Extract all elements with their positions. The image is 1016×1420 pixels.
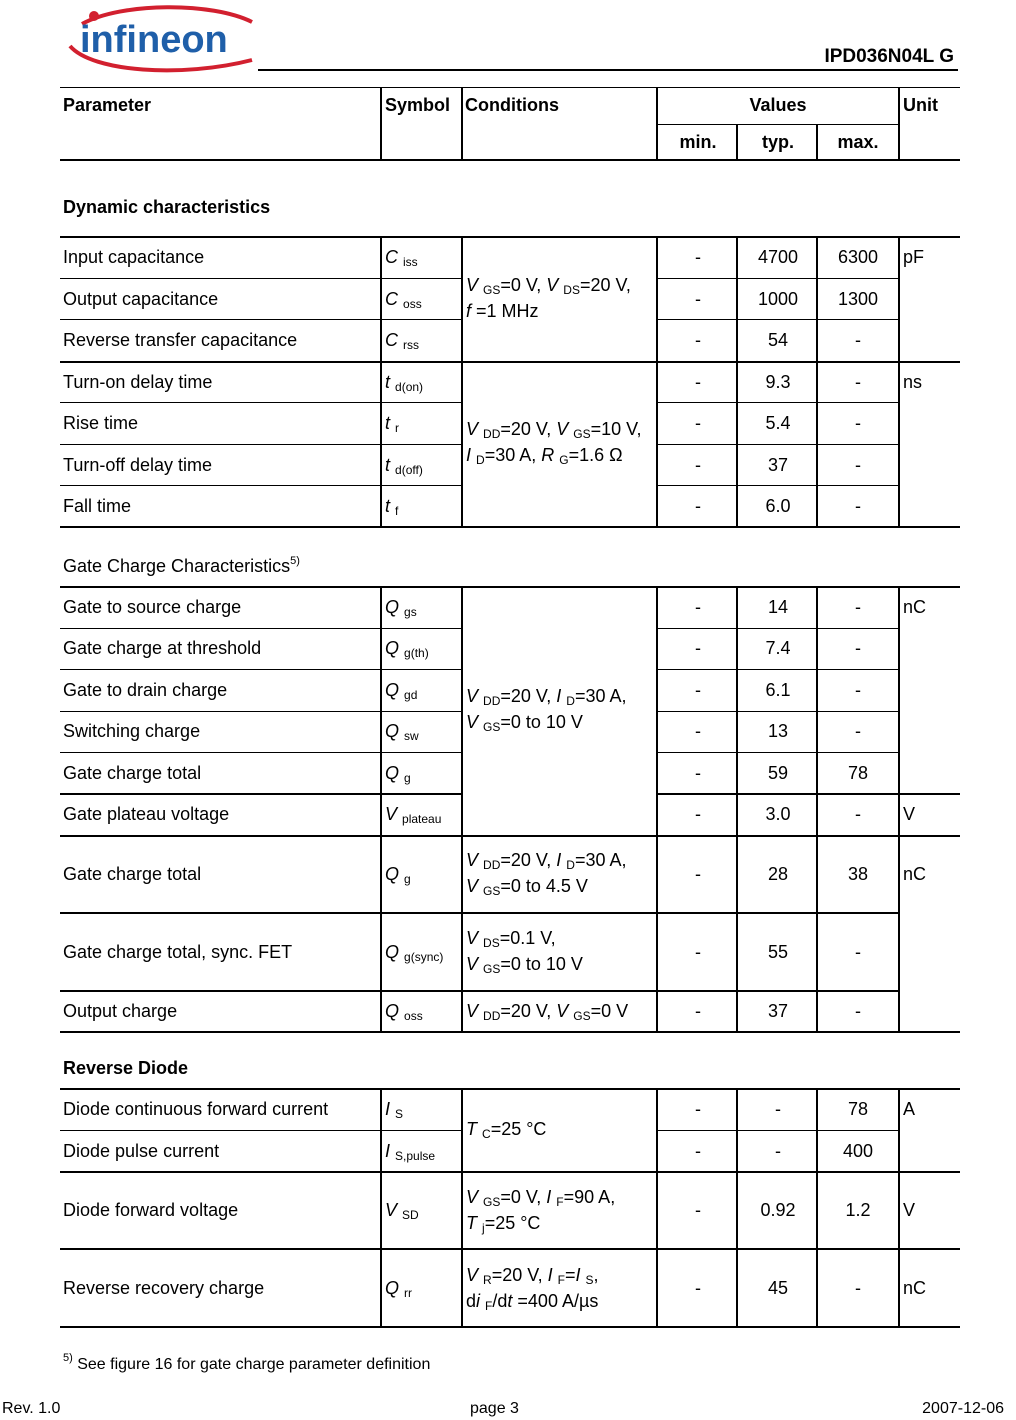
row-typ-value: 55 [767, 942, 789, 962]
section-gate-charge: Gate Charge Characteristics$^{5)}$ [63, 555, 300, 576]
row-parameter: Diode pulse current [63, 1141, 220, 1161]
row-symbol-letter: Q [385, 721, 400, 741]
row-symbol-subscript: gs [404, 605, 417, 619]
row-symbol [385, 372, 423, 392]
footer-page: page 3 [470, 1400, 519, 1417]
row-symbol [385, 763, 411, 783]
row-unit: nC [903, 597, 927, 617]
row-symbol-subscript: d(off) [395, 463, 423, 477]
cond-qrr-line1: V $_R$=20 V, I $_F$=I $_S$, [466, 1265, 599, 1287]
col-unit-header: Unit [903, 95, 938, 115]
row-parameter: Gate charge total [63, 864, 202, 884]
footnote: $^{5)}$ See figure 16 for gate charge parameter definition [63, 1352, 431, 1373]
row-max-value: 38 [847, 864, 869, 884]
row-symbol-letter: Q [385, 763, 400, 783]
row-unit: ns [903, 372, 923, 392]
cond-qsync-line2: V $_{GS}$=0 to 10 V [466, 954, 583, 976]
row-symbol-subscript: d(on) [395, 380, 424, 394]
row-symbol [385, 1278, 412, 1298]
row-min-value: - [695, 1001, 701, 1021]
row-symbol-letter: Q [385, 638, 400, 658]
row-symbol [385, 455, 423, 475]
section-reverse-diode: Reverse Diode [63, 1058, 189, 1078]
row-symbol-letter: Q [385, 864, 400, 884]
row-min-value: - [695, 721, 701, 741]
row-parameter: Gate to drain charge [63, 680, 228, 700]
row-min-value: - [695, 1141, 701, 1161]
row-min-value: - [695, 638, 701, 658]
row-parameter: Gate plateau voltage [63, 804, 230, 824]
row-symbol-subscript: g(sync) [404, 950, 444, 964]
row-parameter: Turn-off delay time [63, 455, 213, 475]
row-parameter: Diode continuous forward current [63, 1099, 329, 1119]
row-symbol-letter: t [385, 455, 391, 475]
row-typ-value: 6.0 [765, 496, 791, 516]
row-symbol-subscript: plateau [402, 812, 442, 826]
row-symbol-subscript: S,pulse [395, 1149, 436, 1163]
row-symbol-letter: t [385, 413, 391, 433]
row-unit: pF [903, 247, 925, 267]
row-max-value: - [855, 413, 861, 433]
row-symbol-letter: C [385, 289, 398, 309]
infineon-logo [62, 2, 258, 76]
col-values-header: Values [749, 95, 807, 115]
footer-revision: Rev. 1.0 [2, 1400, 61, 1417]
row-symbol-letter: Q [385, 942, 400, 962]
part-number: IPD036N04L G [824, 46, 954, 67]
row-symbol-subscript: g(th) [404, 646, 429, 660]
row-symbol [385, 1099, 403, 1119]
cond-qg45-line2: V $_{GS}$=0 to 4.5 V [466, 876, 588, 898]
row-symbol [385, 942, 443, 962]
row-symbol [385, 804, 441, 824]
row-symbol-subscript: r [395, 421, 400, 435]
col-symbol-header: Symbol [385, 95, 451, 115]
row-max-value: - [855, 1278, 861, 1298]
row-min-value: - [695, 413, 701, 433]
row-min-value: - [695, 597, 701, 617]
row-symbol-letter: I [385, 1141, 391, 1161]
row-typ-value: 1000 [757, 289, 799, 309]
row-symbol-subscript: rr [404, 1286, 413, 1300]
row-symbol [385, 864, 411, 884]
row-symbol-letter: Q [385, 1001, 400, 1021]
row-typ-value: 45 [767, 1278, 789, 1298]
row-parameter: Output capacitance [63, 289, 219, 309]
cond-capacitance-line1: V $_{GS}$=0 V, V $_{DS}$=20 V, [466, 275, 631, 297]
cond-gate-charge-line1: V $_{DD}$=20 V, I $_D$=30 A, [466, 686, 627, 708]
row-typ-value: 14 [767, 597, 789, 617]
row-max-value: - [855, 330, 861, 350]
row-parameter: Turn-on delay time [63, 372, 213, 392]
row-symbol-subscript: sw [404, 729, 419, 743]
row-min-value: - [695, 804, 701, 824]
row-max-value: - [855, 597, 861, 617]
col-max-header: max. [837, 132, 879, 152]
cond-qsync-line1: V $_{DS}$=0.1 V, [466, 928, 556, 950]
row-max-value: - [855, 496, 861, 516]
row-max-value: 78 [847, 763, 869, 783]
row-symbol-subscript: rss [403, 338, 420, 352]
cond-qg45-line1: V $_{DD}$=20 V, I $_D$=30 A, [466, 850, 627, 872]
row-symbol [385, 289, 422, 309]
col-min-header: min. [679, 132, 717, 152]
row-parameter: Diode forward voltage [63, 1200, 239, 1220]
row-typ-value: 28 [767, 864, 789, 884]
row-symbol [385, 496, 398, 516]
row-min-value: - [695, 1200, 701, 1220]
row-symbol [385, 638, 429, 658]
cond-switching-line1: V $_{DD}$=20 V, V $_{GS}$=10 V, [466, 419, 642, 441]
row-symbol-letter: t [385, 372, 391, 392]
row-symbol [385, 1001, 423, 1021]
row-symbol [385, 413, 399, 433]
row-symbol-letter: Q [385, 597, 400, 617]
col-conditions-header: Conditions [465, 95, 559, 115]
row-typ-value: 4700 [757, 247, 799, 267]
row-parameter: Gate charge at threshold [63, 638, 262, 658]
cond-diode-tc: T $_C$=25 °C [466, 1119, 547, 1141]
row-parameter: Fall time [63, 496, 132, 516]
row-symbol-letter: I [385, 1099, 391, 1119]
row-typ-value: - [775, 1099, 781, 1119]
row-symbol-letter: C [385, 247, 398, 267]
row-unit: V [903, 804, 916, 824]
section-dynamic: Dynamic characteristics [63, 197, 271, 217]
row-max-value: - [855, 804, 861, 824]
row-max-value: - [855, 680, 861, 700]
row-parameter: Gate to source charge [63, 597, 242, 617]
row-parameter: Input capacitance [63, 247, 205, 267]
row-parameter: Gate charge total, sync. FET [63, 942, 293, 962]
row-typ-value: 54 [767, 330, 789, 350]
row-max-value: - [855, 942, 861, 962]
row-typ-value: 59 [767, 763, 789, 783]
cond-vsd-line1: V $_{GS}$=0 V, I $_F$=90 A, [466, 1187, 616, 1209]
row-max-value: - [855, 372, 861, 392]
logo-text: infineon [80, 19, 228, 61]
row-typ-value: 6.1 [765, 680, 791, 700]
row-symbol-subscript: oss [404, 1009, 423, 1023]
row-symbol [385, 1200, 419, 1220]
row-symbol-letter: V [385, 1200, 398, 1220]
row-typ-value: 3.0 [765, 804, 791, 824]
row-min-value: - [695, 330, 701, 350]
row-min-value: - [695, 496, 701, 516]
row-max-value: 6300 [837, 247, 879, 267]
cond-gate-charge-line2: V $_{GS}$=0 to 10 V [466, 712, 583, 734]
cond-qoss: V $_{DD}$=20 V, V $_{GS}$=0 V [466, 1001, 629, 1023]
row-symbol-subscript: iss [403, 255, 418, 269]
row-min-value: - [695, 372, 701, 392]
row-max-value: - [855, 1001, 861, 1021]
row-typ-value: 37 [767, 455, 789, 475]
row-parameter: Reverse recovery charge [63, 1278, 265, 1298]
col-parameter-header: Parameter [63, 95, 152, 115]
cond-switching-line2: I $_D$=30 A, R $_G$=1.6 Ω [466, 445, 623, 467]
row-min-value: - [695, 289, 701, 309]
row-parameter: Rise time [63, 413, 139, 433]
row-typ-value: 0.92 [760, 1200, 796, 1220]
footer-date: 2007-12-06 [922, 1400, 1004, 1417]
row-parameter: Output charge [63, 1001, 178, 1021]
row-symbol-subscript: SD [402, 1208, 419, 1222]
row-min-value: - [695, 763, 701, 783]
row-symbol-letter: t [385, 496, 391, 516]
row-max-value: 1300 [837, 289, 879, 309]
row-min-value: - [695, 1099, 701, 1119]
row-parameter: Gate charge total [63, 763, 202, 783]
row-typ-value: 5.4 [765, 413, 791, 433]
row-symbol-subscript: gd [404, 688, 418, 702]
row-typ-value: 7.4 [765, 638, 791, 658]
row-min-value: - [695, 247, 701, 267]
row-symbol-subscript: g [404, 872, 411, 886]
row-symbol [385, 330, 419, 350]
row-unit: V [903, 1200, 916, 1220]
row-symbol-subscript: S [395, 1107, 404, 1121]
row-max-value: - [855, 455, 861, 475]
row-unit: A [903, 1099, 916, 1119]
row-max-value: - [855, 721, 861, 741]
row-parameter: Switching charge [63, 721, 201, 741]
row-max-value: 400 [842, 1141, 874, 1161]
row-symbol [385, 1141, 435, 1161]
row-parameter: Reverse transfer capacitance [63, 330, 298, 350]
row-symbol-letter: C [385, 330, 398, 350]
cond-vsd-line2: T $_j$=25 °C [466, 1213, 541, 1235]
row-symbol [385, 247, 418, 267]
row-typ-value: 37 [767, 1001, 789, 1021]
row-symbol [385, 597, 417, 617]
row-typ-value: 9.3 [765, 372, 791, 392]
row-symbol [385, 680, 417, 700]
row-symbol-letter: V [385, 804, 398, 824]
row-symbol-subscript: g [404, 771, 411, 785]
row-symbol-subscript: oss [403, 297, 422, 311]
cond-qrr-line2: di $_F$/dt =400 A/µs [466, 1291, 599, 1313]
row-symbol [385, 721, 419, 741]
row-unit: nC [903, 1278, 927, 1298]
row-min-value: - [695, 680, 701, 700]
row-typ-value: - [775, 1141, 781, 1161]
row-max-value: 78 [847, 1099, 869, 1119]
col-typ-header: typ. [761, 132, 794, 152]
row-max-value: - [855, 638, 861, 658]
row-min-value: - [695, 1278, 701, 1298]
row-min-value: - [695, 864, 701, 884]
row-symbol-letter: Q [385, 1278, 400, 1298]
row-min-value: - [695, 455, 701, 475]
row-min-value: - [695, 942, 701, 962]
cond-capacitance-line2: f =1 MHz [466, 301, 539, 321]
row-max-value: 1.2 [845, 1200, 871, 1220]
row-symbol-subscript: f [395, 504, 399, 518]
row-symbol-letter: Q [385, 680, 400, 700]
row-unit: nC [903, 864, 927, 884]
row-typ-value: 13 [767, 721, 789, 741]
